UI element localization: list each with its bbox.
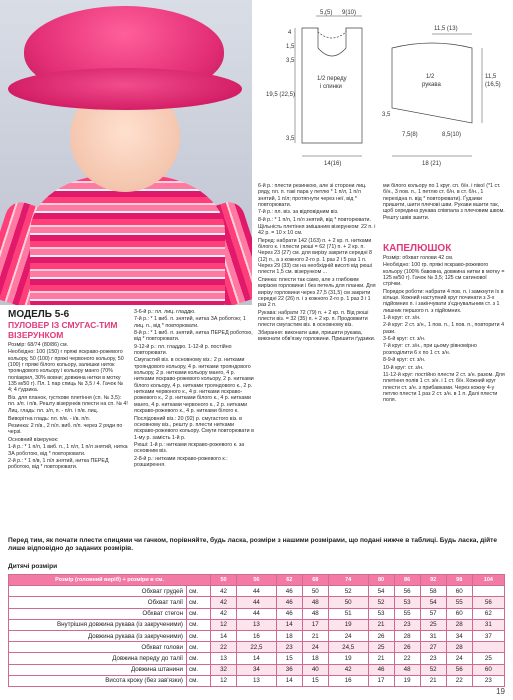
table-cell: 14: [211, 630, 237, 641]
table-cell: 16: [237, 630, 277, 641]
col3-para: Збирання: виконати шви, пришити рукава, виконати обв'язку горловини. Пришити ґудзики.: [258, 329, 376, 342]
col1-para: Виворітна гладь: пл. п/в. - і/в. п/п.: [8, 415, 91, 422]
table-cell: 26: [368, 630, 394, 641]
size-col-header: 104: [472, 575, 504, 586]
row-unit: см.: [187, 619, 211, 630]
dim-sleeve-bottom-2: 8,5(10): [442, 132, 462, 138]
dim-left-4: 19,5 (22,5): [266, 92, 296, 98]
col1-para: Розмір: 68/74 (80/86) см.: [8, 342, 69, 348]
size-col-header: 50: [211, 575, 237, 586]
table-cell: 13: [211, 653, 237, 664]
col2-para: 2-8-й р.: нитками яскраво-рожевого к.: розширення.: [134, 455, 228, 468]
table-cell: 37: [472, 630, 504, 641]
col1-para: Віз. для планок, густкове плетіння (сп. № 3,5): пл. з/п. і п/в. Решту візерунків плести на сп. № 4!: [8, 394, 128, 408]
instructions-column-2: [134, 309, 254, 531]
table-row: [9, 642, 505, 653]
table-cell: 60: [472, 664, 504, 675]
table-cell: 15: [302, 675, 328, 686]
table-cell: 23: [472, 675, 504, 686]
table-cell: 51: [328, 608, 368, 619]
hat-line: 7-й круг: ст. з/н., при цьому рівномірно розподілити 6 х по 1 ст. з/н.: [383, 343, 477, 356]
table-cell: 21: [420, 675, 446, 686]
table-cell: 18: [302, 653, 328, 664]
col2-para: 3-6-й р.: пл. лиц. гладдю.: [134, 309, 196, 315]
table-cell: 42: [211, 597, 237, 608]
table-cell: 19: [394, 675, 420, 686]
col3-para: 6-й р.: плести резинкою, але зі сторони лиц. ряду, пл. п. такі пара у петлю * 1 п/л, 1 п/л знятий, 1 п/л; протягнути через неї, від * повторювати.: [258, 183, 367, 209]
table-cell: 17: [368, 675, 394, 686]
table-cell: 21: [368, 653, 394, 664]
model-subtitle: ПУЛОВЕР ІЗ СМУГАС-ТИМ ВІЗЕРУНКОМ: [8, 320, 118, 340]
col3-para: Перед: набрати 142 (163) п. + 2 кр. п. нитками білого к. і плести рюші = 62 (71) п. + 2 кр. п. Через 23 (27) см. для вирізу закрити середні 8 (12) п., а з кожного 2-го р. 1 раз 2 і 5 раз 1 п. Через 29 (33) см на необхідній висоті від рюші плести 1,5 см. візерунком ...: [258, 237, 372, 276]
dim-sleeve-bottom-1: 7,5(8): [402, 132, 418, 138]
sleeve-label-2: рукава: [422, 82, 441, 88]
striped-sweater: [30, 175, 225, 305]
table-cell: 18: [276, 630, 302, 641]
table-cell: 23: [394, 619, 420, 630]
table-cell: 60: [446, 586, 472, 597]
table-cell: 56: [472, 597, 504, 608]
size-table-header-row: [9, 575, 505, 586]
table-cell: 16: [328, 675, 368, 686]
table-cell: 15: [276, 653, 302, 664]
row-label: Обхват талії: [9, 597, 187, 608]
table-cell: 48: [394, 664, 420, 675]
size-table-header-label: Розмір (головний виріб) + розміри в см.: [9, 575, 211, 586]
table-row: [9, 675, 505, 686]
size-col-header: 98: [446, 575, 472, 586]
product-photo: [0, 0, 252, 305]
table-cell: 46: [276, 586, 302, 597]
table-cell: 56: [446, 664, 472, 675]
hat-line: 11-12-й круг: постійно плести 2 ст. з/н. разом. Для плетіння полів 1 ст. з/н. і 1 ст. б/н. Кожний круг плести ст. з/н. з прибавками. Через кожну 4-у петлю плести 1 раз 2 ст. з/н. в 1 п. Далі плести поля.: [383, 371, 505, 404]
col2-para: Смугастий віз. в основному віз.: 2 р. нитками трояндового кольору, 4 р. нитками трояндового кольору, 2 р. нитками кольору манго, 4 р. нитками яскраво-рожевого кольору, 2 р. нитками білого кольору, 4 р. нитками трояндового к., 2 р. нитками червоного к., 4 р. нитками яскраво-рожевого к., 2 р. нитками білого к., 4 р. нитками манго, 4 р. нитками червоного к., 2 р. нитками яскраво-рожевого к., 4 р. нитками білого к.: [134, 357, 254, 415]
row-label: Висота кроку (без зав'язки): [9, 675, 187, 686]
dim-sleeve-side-2: (16,5): [485, 82, 501, 88]
size-col-header: 68: [302, 575, 328, 586]
table-row: [9, 619, 505, 630]
table-cell: 52: [420, 664, 446, 675]
sizes-title: Дитячі розміри: [8, 563, 58, 570]
table-cell: 28: [446, 642, 472, 653]
col4-para: ми білого кольору по 1 круг. сп. б/н. і пікої (*1 ст. б/н., 3 пов. п., 1 петлю ст. б/н. в ст. б/н., 1 перехідна п. від * повторювати). Ґудзики пришити, шити плечові шви. Рукави вшити так, щоб середина рукава співпала з плечовим швом. Решту швів зшити.: [383, 183, 505, 221]
table-cell: 48: [302, 597, 328, 608]
row-unit: см.: [187, 675, 211, 686]
body-label-2: і спинки: [320, 84, 342, 90]
hat-title: КАПЕЛЮШОК: [383, 243, 452, 254]
table-cell: 23: [420, 653, 446, 664]
table-cell: 52: [368, 597, 394, 608]
table-cell: 14: [276, 675, 302, 686]
model-header: [8, 309, 128, 340]
table-row: [9, 597, 505, 608]
dim-sleeve-side-1: 11,5: [485, 74, 497, 80]
table-cell: 40: [302, 664, 328, 675]
table-cell: 60: [446, 608, 472, 619]
hat-line: 10-й круг: ст. з/н.: [383, 364, 424, 371]
hat-section: [383, 243, 505, 525]
size-col-header: 86: [394, 575, 420, 586]
dim-bottom-body: 14(16): [324, 161, 342, 167]
dim-sleeve-width: 18 (21): [422, 161, 442, 167]
size-table-body: [9, 586, 505, 687]
table-row: [9, 586, 505, 597]
table-cell: 25: [472, 653, 504, 664]
col2-para: Послідовний віз.: 20 (92) р. смугастого віз. в основному віз., решту р. плести нитками яскраво-рожевого кольору. Смуги повторювати в 1-му р. замість 1-й р.: [134, 415, 254, 441]
table-cell: [472, 642, 504, 653]
table-cell: 32: [211, 664, 237, 675]
table-cell: 46: [276, 597, 302, 608]
row-unit: см.: [187, 597, 211, 608]
dim-sleeve-top: 11,5 (13): [434, 26, 458, 32]
table-cell: 62: [472, 608, 504, 619]
pattern-schematic: [262, 8, 507, 173]
table-cell: 44: [237, 608, 277, 619]
col2-para: 8-й р.: * 1 виб. п. знятий, нитка ПЕРЕД роботою, від * повторювати.: [134, 330, 253, 343]
table-cell: 55: [394, 608, 420, 619]
table-cell: 54: [420, 597, 446, 608]
table-cell: 26: [394, 642, 420, 653]
table-cell: 19: [328, 619, 368, 630]
dim-left-3: 3,5: [286, 58, 295, 64]
table-cell: 21: [302, 630, 328, 641]
hat-line: 1-й круг: ст. з/н.: [383, 315, 421, 322]
dim-sleeve-left: 3,5: [382, 112, 391, 118]
table-cell: 19: [328, 653, 368, 664]
table-cell: 54: [368, 586, 394, 597]
table-cell: 14: [276, 619, 302, 630]
instructions-column-4: [383, 183, 505, 241]
dim-top-left: 5,(5): [320, 10, 333, 16]
table-cell: 13: [237, 675, 277, 686]
row-unit: см.: [187, 608, 211, 619]
table-row: [9, 608, 505, 619]
table-cell: 24,5: [328, 642, 368, 653]
table-cell: 23: [276, 642, 302, 653]
table-cell: 13: [237, 619, 277, 630]
table-cell: 58: [420, 586, 446, 597]
table-cell: 50: [302, 586, 328, 597]
table-cell: 52: [328, 586, 368, 597]
row-label: Обхват голови: [9, 642, 187, 653]
table-cell: [472, 586, 504, 597]
row-label: Обхват грудей: [9, 586, 187, 597]
size-col-header: 74: [328, 575, 368, 586]
row-unit: см.: [187, 642, 211, 653]
row-unit: см.: [187, 664, 211, 675]
table-cell: 53: [368, 608, 394, 619]
table-cell: 24: [302, 642, 328, 653]
table-cell: 46: [276, 608, 302, 619]
dim-top-right: 9(10): [342, 10, 357, 16]
table-cell: 42: [211, 608, 237, 619]
table-row: [9, 653, 505, 664]
col1-para: Необхідно: 100 (150) г пряжі яскраво-рожевого кольору, 50 (100) г пряжі червоного кольору, 50 (100) г пряжі білого кольору, залишки ниток трояндового кольору і кольору манго (70% поліакрил, 30% вовни; довжина нитки в мотку 135 м/50 г). Пл. 1 пар спиць № 3,5 / 4. Гачок № 4; 4 ґудзика.: [8, 349, 124, 394]
dim-left-2: 1,5: [286, 44, 295, 50]
table-cell: 53: [394, 597, 420, 608]
hat-line: Порядок роботи: набрати 4 пов. п. і замкнути їх в кільце. Кожний наступний круг починати з 3-х підйомних п. і закінчувати з'єднувальним ст. з 1 лишник першого п. з підйомних.: [383, 288, 504, 314]
hat-line: Необхідно: 100 гр. пряжі яскраво-рожевого кольору (100% бавовна, довжина нитки в мотку = 125 м/50 г). Гачок № 3,5; 125 см сатинової стрічки.: [383, 262, 505, 288]
col1-para: Резинка: 2 п/в., 2 п/л. виб. п/п. через 2 ряди по черзі.: [8, 423, 123, 436]
table-cell: 21: [368, 619, 394, 630]
table-cell: 22: [211, 642, 237, 653]
page-number: 19: [496, 687, 505, 696]
col2-para: Рюші: 1-й р.: нитками яскраво-рожевого к. за основним віз.: [134, 441, 245, 455]
col3-para: Щільність плетіння змішаним візерунком: 22 п. і 42 р. = 10 х 10 см.: [258, 224, 376, 237]
table-cell: 17: [302, 619, 328, 630]
table-cell: 34: [237, 664, 277, 675]
table-row: [9, 630, 505, 641]
col2-para: 9-12-й р.: пл. гладдю. 1-12-й р. постійно повторювати.: [134, 343, 232, 357]
table-cell: 46: [368, 664, 394, 675]
size-table: [8, 574, 505, 687]
size-col-header: 92: [420, 575, 446, 586]
table-cell: 28: [394, 630, 420, 641]
col3-para: Спинка: плести так само, але з глибоким вирізом горловини і без петель для планки. Для вирізу горловини через 27,5 (31,5) см закрити середні 22 (26) п. і з кожного 2-го р. 1 раз 3 і 1 раз 2 п.: [258, 276, 376, 309]
table-cell: 28: [446, 619, 472, 630]
hat-line: 8-9-й круг: ст. з/н.: [383, 357, 426, 364]
row-unit: см.: [187, 586, 211, 597]
model-title: МОДЕЛЬ 5-6: [8, 309, 70, 320]
table-cell: 34: [446, 630, 472, 641]
table-cell: 24: [328, 630, 368, 641]
dim-left-5: 3,5: [286, 136, 295, 142]
table-cell: 25: [420, 619, 446, 630]
row-unit: см.: [187, 630, 211, 641]
table-cell: 31: [420, 630, 446, 641]
row-label: Довжина штанини: [9, 664, 187, 675]
size-col-header: 80: [368, 575, 394, 586]
col2-para: 7-й р.: * 1 виб. п. знятий, нитка ЗА роботою; 1 лиц. п., від * повторювати.: [134, 316, 246, 329]
col1-para: 1-й р.: * 1 п/л, 1 виб. п., 1 п/л, 1 п/л знятий, нитка ЗА роботою, від * повторювати.: [8, 444, 128, 457]
col1-para: 2-й р.: * 1 п/в, 1 п/л знятий, нитка ПЕРЕД роботою, від * повторювати.: [8, 457, 109, 471]
table-cell: 22: [446, 675, 472, 686]
size-note: Перед тим, як почати плести спицями чи гачком, порівняйте, будь ласка, розміри з нашими розмірами, що подані нижче в таблиці. Будь ласка, дійте лише відповідно до заданих розмірів.: [8, 537, 498, 552]
table-cell: 50: [328, 597, 368, 608]
table-cell: 44: [237, 586, 277, 597]
row-label: Довжина переду до талії: [9, 653, 187, 664]
table-row: [9, 664, 505, 675]
table-cell: 22: [394, 653, 420, 664]
row-unit: см.: [187, 653, 211, 664]
table-cell: 42: [328, 664, 368, 675]
dim-left-1: 4: [288, 30, 292, 36]
table-cell: 25: [368, 642, 394, 653]
table-cell: 12: [211, 619, 237, 630]
hat-line: Розмір: обхват голови 42 см.: [383, 255, 454, 261]
table-cell: 27: [420, 642, 446, 653]
table-cell: 57: [420, 608, 446, 619]
col3-para: 7-й р.: пл. віз. за відповідним віз.: [258, 209, 339, 216]
col1-para: Лиц. гладь: пл. з/п, п. - п/п. і п/в. лиц.: [8, 408, 99, 415]
instructions-column-1: [8, 342, 128, 532]
hat-instructions: [383, 255, 505, 525]
table-cell: 24: [446, 653, 472, 664]
table-cell: 22,5: [237, 642, 277, 653]
col3-para: 8-й р.: * 1 п/л, 1 п/л знятий, від * повторювати.: [258, 216, 371, 223]
pink-hat-brim: [8, 68, 242, 110]
table-cell: 48: [302, 608, 328, 619]
table-cell: 12: [211, 675, 237, 686]
row-label: Внутрішня довжина рукава (із закрученими): [9, 619, 187, 630]
table-cell: 36: [276, 664, 302, 675]
body-label-1: 1/2 переду: [317, 76, 347, 82]
table-cell: 55: [446, 597, 472, 608]
table-cell: 44: [237, 597, 277, 608]
instructions-column-3: [258, 183, 378, 528]
size-col-header: 56: [237, 575, 277, 586]
table-cell: 42: [211, 586, 237, 597]
hat-line: 2-й круг: 2 ст. з/н., 1 пов. п., 1 пов. п., повторити 4 рази.: [383, 322, 505, 335]
row-label: Довжина рукава (із закрученими): [9, 630, 187, 641]
col3-para: Рукава: набрати 72 (79) п. + 2 кр. п. Від рюші плести віз. = 32 (35) п. + 2 кр. п. Продовжити плести смугастим віз. в основному віз.: [258, 309, 369, 329]
size-col-header: 62: [276, 575, 302, 586]
hat-line: 3-6-й круг: ст. з/н.: [383, 336, 426, 343]
table-cell: 31: [472, 619, 504, 630]
col1-para: Основний візерунок:: [8, 436, 59, 443]
table-cell: 56: [394, 586, 420, 597]
row-label: Обхват стегон: [9, 608, 187, 619]
table-cell: 14: [237, 653, 277, 664]
sleeve-label-1: 1/2: [426, 74, 435, 80]
